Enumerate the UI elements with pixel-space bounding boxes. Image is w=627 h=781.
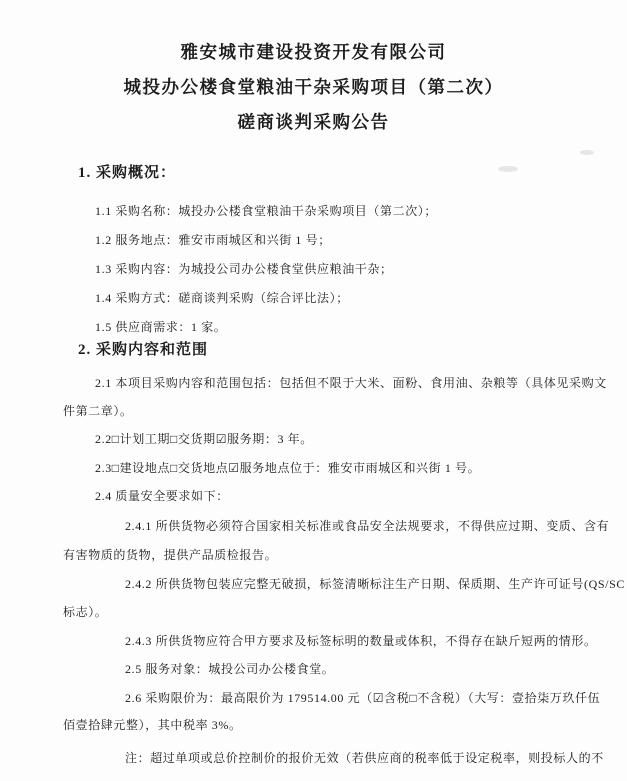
section-2-heading: 2. 采购内容和范围 — [78, 342, 209, 358]
scan-artifact — [580, 150, 594, 155]
clause-2-1: 2.1 本项目采购内容和范围包括：包括但不限于大米、面粉、食用油、杂粮等（具体见采购文 — [95, 376, 607, 390]
clause-2-6-note: 注：超过单项或总价控制价的报价无效（若供应商的税率低于设定税率，则投标人的不 — [125, 751, 604, 765]
clause-2-4-2: 2.4.2 所供货物包装应完整无破损，标签清晰标注生产日期、保质期、生产许可证号(QS/SC — [125, 577, 625, 591]
doc-title-line-3: 磋商谈判采购公告 — [237, 112, 390, 132]
clause-1-4: 1.4 采购方式：磋商谈判采购（综合评比法）； — [95, 291, 349, 305]
doc-title-line-1: 雅安城市建设投资开发有限公司 — [180, 42, 447, 62]
clause-2-4-1-cont: 有害物质的货物，提供产品质检报告。 — [63, 548, 278, 562]
clause-2-3: 2.3□建设地点□交货地点☑服务地点位于：雅安市雨城区和兴街 1 号。 — [95, 461, 481, 475]
clause-2-5: 2.5 服务对象：城投公司办公楼食堂。 — [125, 662, 335, 676]
doc-title-line-2: 城投办公楼食堂粮油干杂采购项目（第二次） — [123, 77, 504, 97]
clause-1-1: 1.1 采购名称：城投办公楼食堂粮油干杂采购项目（第二次）； — [95, 204, 438, 218]
clause-2-2: 2.2□计划工期□交货期☑服务期：3 年。 — [95, 432, 313, 446]
clause-1-3: 1.3 采购内容：为城投公司办公楼食堂供应粮油干杂； — [95, 262, 393, 276]
clause-2-6: 2.6 采购限价为：最高限价为 179514.00 元（☑含税□不含税）（大写：壹拾柒万玖仟伍 — [125, 691, 601, 705]
clause-2-4: 2.4 质量安全要求如下： — [95, 489, 229, 503]
clause-2-6-cont: 佰壹拾肆元整），其中税率 3%。 — [63, 718, 242, 732]
clause-2-1-cont: 件第二章）。 — [63, 404, 133, 418]
clause-1-2: 1.2 服务地点：雅安市雨城区和兴街 1 号； — [95, 233, 331, 247]
clause-2-4-2-cont: 标志）。 — [63, 605, 108, 619]
clause-2-4-1: 2.4.1 所供货物必须符合国家相关标准或食品安全法规要求，不得供应过期、变质、含有 — [125, 519, 610, 533]
clause-1-5: 1.5 供应商需求：1 家。 — [95, 320, 227, 334]
scan-artifact — [498, 166, 518, 172]
section-1-heading: 1. 采购概况： — [78, 165, 177, 181]
clause-2-4-3: 2.4.3 所供货物应符合甲方要求及标签标明的数量或体积，不得存在缺斤短两的情形。 — [125, 634, 597, 648]
